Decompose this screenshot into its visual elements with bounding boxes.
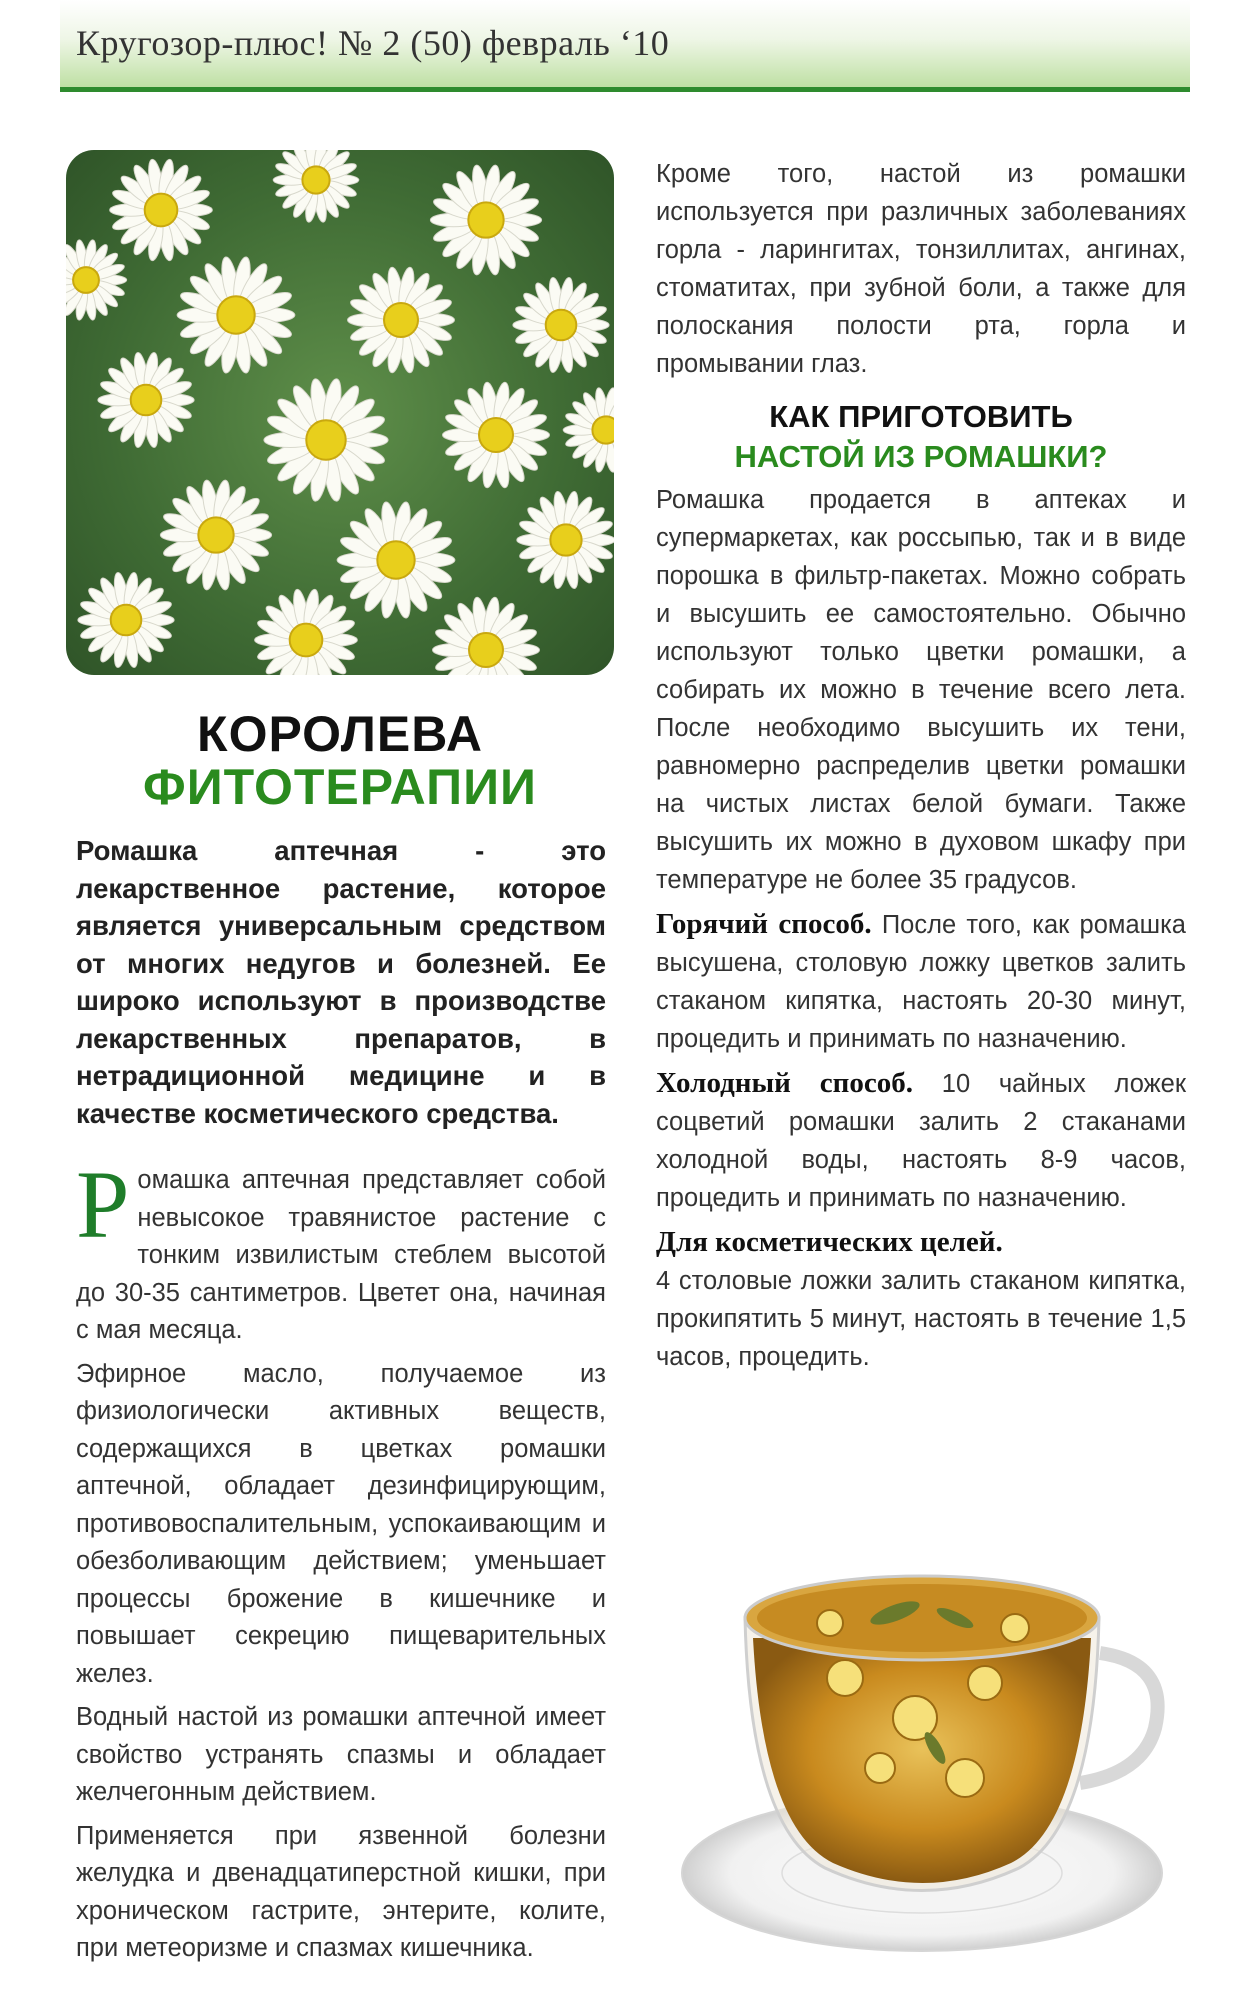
recipe-subtitle-line1: КАК ПРИГОТОВИТЬ	[769, 399, 1073, 434]
paragraph: Кроме того, настой из ромашки используется при различных заболеваниях горла - ларингитах, тонзиллитах, ангинах, стоматитах, при зубной боли, а также для полоскания полости рта, горла и промывании глаз.	[656, 160, 1186, 378]
drop-cap: Р	[76, 1151, 130, 1258]
paragraph: Эфирное масло, получаемое из физиологически активных веществ, содержащихся в цветках ромашки аптечной, обладает дезинфицирующим, противовоспалительным, успокаивающим и обезболивающим действием; уменьшает процессы брожение в кишечнике и повышает секрецию пищеварительных желез.	[76, 1359, 606, 1688]
magazine-header	[60, 0, 1190, 92]
method-label: Холодный способ.	[656, 1067, 913, 1099]
method-text: После того, как ромашка высушена, столовую ложку цветков залить стаканом кипятка, настоять 20-30 минут, процедить и принимать по назначению.	[656, 911, 1186, 1053]
tea-cup-photo	[665, 1478, 1180, 1973]
method-label: Для косметических целей.	[656, 1226, 1003, 1258]
method-label: Горячий способ.	[656, 908, 872, 940]
chamomile-icon	[66, 150, 614, 675]
article-title-line1: КОРОЛЕВА	[197, 706, 483, 762]
left-column-body	[76, 1151, 606, 1974]
paragraph: Применяется при язвенной болезни желудка и двенадцатиперстной кишки, при хроническом гастрите, энтерите, колите, при метеоризме и спазмах кишечника.	[76, 1821, 606, 1962]
paragraph: Водный настой из ромашки аптечной имеет свойство устранять спазмы и обладает желчегонным действием.	[76, 1703, 606, 1806]
chamomile-photo	[66, 150, 614, 675]
paragraph-text: омашка аптечная представляет собой невысокое травянистое растение с тонким извилистым стеблем высотой до 30-35 сантиметров. Цветет она, начиная с мая месяца.	[76, 1166, 606, 1344]
right-column-body	[656, 155, 1186, 1382]
method-text: 4 столовые ложки залить стаканом кипятка, прокипятить 5 минут, настоять в течение 1,5 часов, процедить.	[656, 1267, 1186, 1371]
paragraph	[76, 1151, 606, 1350]
magazine-issue-title: Кругозор-плюс! № 2 (50) февраль ‘10	[76, 23, 670, 63]
tea-cup-icon	[665, 1478, 1180, 1973]
paragraph: Ромашка продается в аптеках и супермаркетах, как россыпью, так и в виде порошка в фильтр-пакетах. Можно собрать и высушить ее самостоятельно. Обычно используют только цветки ромашки, а собирать их можно в течение всего лета. После необходимо высушить их тени, равномерно распределив цветки ромашки на чистых листах белой бумаги. Также высушить их можно в духовом шкафу при температуре не более 35 градусов.	[656, 486, 1186, 894]
method-text: 10 чайных ложек соцветий ромашки залить 2 стаканами холодной воды, настоять 8-9 часов, процедить и принимать по назначению.	[656, 1070, 1186, 1212]
method-hot	[656, 905, 1186, 1058]
method-cosmetic	[656, 1223, 1186, 1376]
article-lead: Ромашка аптечная - это лекарственное растение, которое является универсальным средством от многих недугов и болезней. Ее широко используют в производстве лекарственных препаратов, в нетрадиционной медицине и в качестве косметического средства.	[76, 835, 606, 1129]
method-cold	[656, 1064, 1186, 1217]
article-title-line2: ФИТОТЕРАПИИ	[143, 759, 537, 815]
recipe-subtitle-line2: НАСТОЙ ИЗ РОМАШКИ?	[734, 439, 1108, 474]
